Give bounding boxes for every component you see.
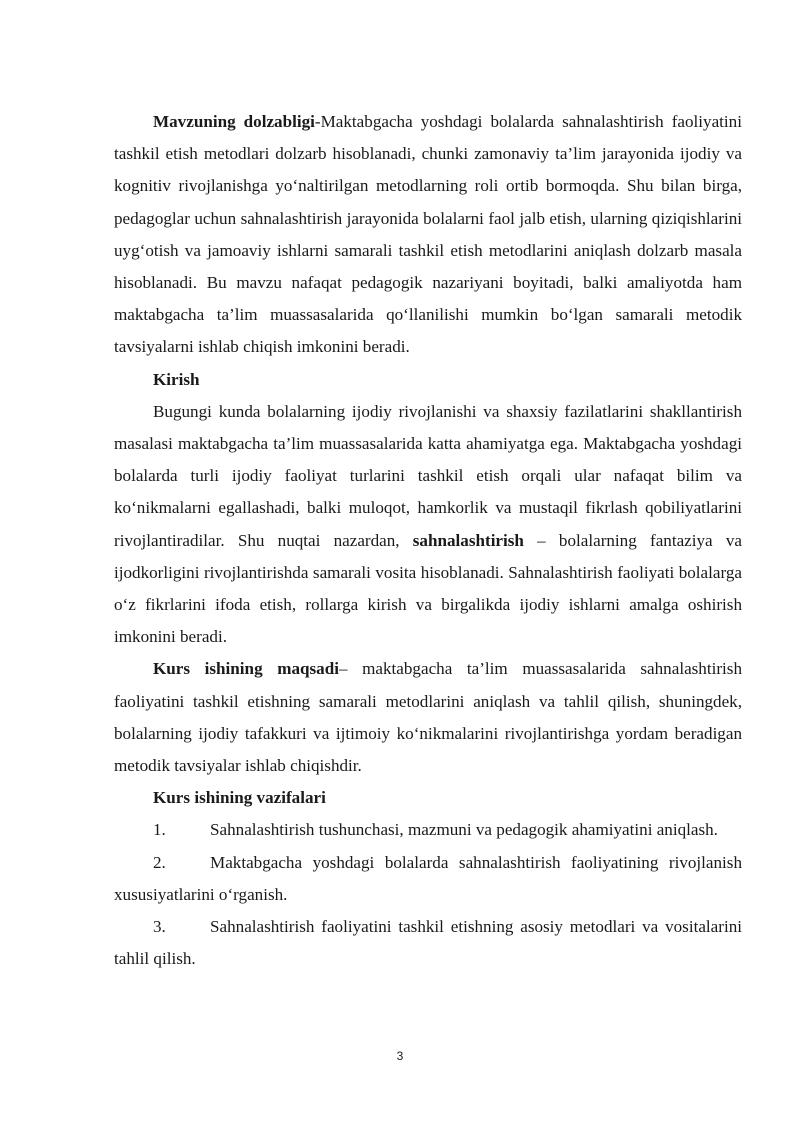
intro-bold-term: sahnalashtirish	[412, 530, 524, 550]
task-item	[114, 911, 742, 975]
task-item	[114, 814, 742, 846]
document-body	[114, 106, 742, 975]
goal-paragraph	[114, 653, 742, 782]
intro-text-before: Bugungi kunda bolalarning ijodiy rivojlanishi va shaxsiy fazilatlarini shakllantirish masalasi maktabgacha ta’lim muassasalarida katta ahamiyatga ega. Maktabgacha yoshdagi bolalarda turli ijodiy faoliyat turlarini tashkil etish orqali ular nafaqat bilim va ko‘nikmalarni egallashadi, balki muloqot, hamkorlik va mustaqil fikrlash qobiliyatlarini rivojlantiradilar. Shu nuqtai nazardan,	[114, 401, 742, 550]
intro-paragraph	[114, 396, 742, 654]
intro-heading: Kirish	[153, 369, 200, 389]
task-text: Sahnalashtirish faoliyatini tashkil etishning asosiy metodlari va vositalarini tahlil qilish.	[114, 917, 742, 969]
task-text: Sahnalashtirish tushunchasi, mazmuni va pedagogik ahamiyatini aniqlash.	[210, 820, 718, 840]
relevance-paragraph	[114, 106, 742, 364]
relevance-heading: Mavzuning dolzabligi	[153, 112, 315, 131]
task-text: Maktabgacha yoshdagi bolalarda sahnalashtirish faoliyatining rivojlanish xususiyatlarini o‘rganish.	[114, 852, 742, 904]
relevance-text: -Maktabgacha yoshdagi bolalarda sahnalashtirish faoliyatini tashkil etish metodlari dolzarb hisoblanadi, chunki zamonaviy ta’lim jarayonida ijodiy va kognitiv rivojlanishga yo‘naltirilgan metodlarning roli ortib bormoqda. Shu bilan birga, pedagoglar uchun sahnalashtirish jarayonida bolalarni faol jalb etish, ularning qiziqishlarini uyg‘otish va jamoaviy ishlarni samarali tashkil etish metodlarini aniqlash dolzarb masala hisoblanadi. Bu mavzu nafaqat pedagogik nazariyani boyitadi, balki amaliyotda ham maktabgacha ta’lim muassasalarida qo‘llanilishi mumkin bo‘lgan samarali metodik tavsiyalarni ishlab chiqish imkonini beradi.	[114, 112, 742, 357]
goal-heading: Kurs ishining maqsadi	[153, 659, 339, 679]
page-number: 3	[396, 1049, 404, 1063]
intro-text-after: – bolalarning fantaziya va ijodkorligini rivojlantirishda samarali vosita hisoblanadi. Sahnalashtirish faoliyati bolalarga o‘z fikrlarini ifoda etish, rollarga kirish va birgalikda ijodiy ishlarni amalga oshirish imkonini beradi.	[114, 530, 742, 647]
task-number: 3.	[153, 917, 166, 937]
task-item	[114, 847, 742, 911]
task-number: 1.	[153, 820, 166, 840]
goal-text: – maktabgacha ta’lim muassasalarida sahnalashtirish faoliyatini tashkil etishning samarali metodlarini aniqlash va tahlil qilish, shuningdek, bolalarning ijodiy tafakkuri va ijtimoiy ko‘nikmalarini rivojlantirishga yordam beradigan metodik tavsiyalar ishlab chiqishdir.	[114, 659, 742, 776]
task-number: 2.	[153, 852, 166, 872]
tasks-heading: Kurs ishining vazifalari	[153, 788, 326, 808]
